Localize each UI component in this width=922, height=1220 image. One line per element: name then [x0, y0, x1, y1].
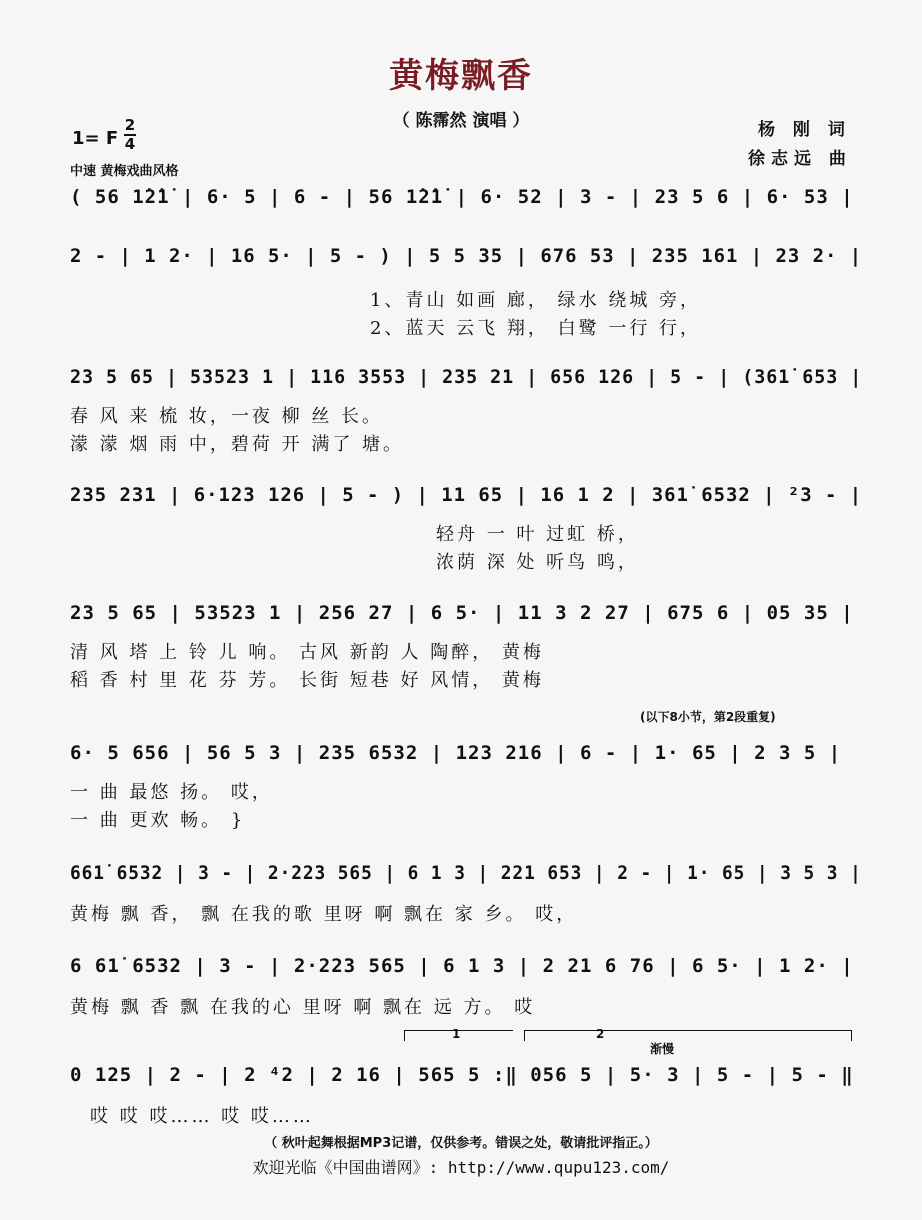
gradual-slow-marking: 渐慢 [650, 1042, 675, 1056]
system-2-lyrics-verse2: 2、蓝天 云飞 翔， 白鹭 一行 行， [370, 318, 702, 339]
repeat-note: (以下8小节，第2段重复) [640, 710, 776, 724]
system-2-notes: 2 - | 1 2· | 16 5· | 5 - ) | 5 5 35 | 676 53 | 235 161 | 23 2· | [70, 245, 863, 267]
volta-2-label: 2 [596, 1027, 605, 1041]
volta-1-label: 1 [452, 1027, 461, 1041]
system-5-notes: 23 5 65 | 53523 1 | 256 27 | 6 5· | 11 3 2 27 | 675 6 | 05 35 | [70, 602, 854, 624]
system-4-notes: 235 231 | 6·123 126 | 5 - ) | 11 65 | 16 1 2 | 361̇ 6532 | ²3 - | [70, 484, 863, 506]
system-9-lyrics: 哎 哎 哎…… 哎 哎…… [90, 1106, 314, 1127]
system-8-notes: 6 61̇ 6532 | 3 - | 2·223 565 | 6 1 3 | 2 21 6 76 | 6 5· | 1 2· | [70, 955, 854, 977]
song-title: 黄梅飘香 [389, 56, 533, 96]
volta-2-bracket [524, 1030, 852, 1041]
system-5-lyrics-verse1: 清 风 塔 上 铃 儿 响。 古风 新韵 人 陶醉， 黄梅 [70, 642, 544, 663]
system-3-notes: 23 5 65 | 53523 1 | 116 3553 | 235 21 | 656 126 | 5 - | (361̇ 653 | [70, 366, 863, 388]
time-signature [124, 118, 136, 152]
system-3-lyrics-verse2: 濛 濛 烟 雨 中，碧荷 开 满了 塘。 [70, 434, 405, 455]
system-5-lyrics-verse2: 稻 香 村 里 花 芬 芳。 长街 短巷 好 风情， 黄梅 [70, 670, 544, 691]
system-3-lyrics-verse1: 春 风 来 梳 妆，一夜 柳 丝 长。 [70, 406, 384, 427]
system-1-notes: ( 56 1̇2̇1̇ | 6· 5 | 6 - | 56 1̇2̇1̇ | 6· 52 | 3 - | 23 5 6 | 6· 53 | [70, 186, 854, 208]
system-7-notes: 661̇ 6532 | 3 - | 2·223 565 | 6 1 3 | 221 653 | 2 - | 1· 65 | 3 5 3 | [70, 862, 862, 884]
composer: 徐志远 曲 [748, 149, 852, 169]
system-8-lyrics: 黄梅 飘 香 飘 在我的心 里呀 啊 飘在 远 方。 哎 [70, 997, 536, 1018]
system-6-lyrics-verse1: 一 曲 最悠 扬。 哎， [70, 782, 273, 803]
tempo-marking: 中速 黄梅戏曲风格 [70, 164, 179, 179]
key-signature: 1= F [72, 128, 119, 149]
footer-note: （ 秋叶起舞根据MP3记谱，仅供参考。错误之处，敬请批评指正。） [264, 1136, 658, 1151]
system-4-lyrics-verse1: 轻舟 一 叶 过虹 桥， [436, 524, 639, 545]
performer-line: （ 陈霈然 演唱 ） [392, 111, 530, 131]
system-7-lyrics: 黄梅 飘 香， 飘 在我的歌 里呀 啊 飘在 家 乡。 哎， [70, 904, 578, 925]
system-9-notes: 0 125 | 2 - | 2 ⁴2 | 2 16 | 565 5 :‖ 056 5 | 5· 3 | 5 - | 5 - ‖ [70, 1064, 854, 1086]
system-6-notes: 6· 5 656 | 56 5 3 | 235 6532 | 123 216 | 6 - | 1· 65 | 2 3 5 | [70, 742, 842, 764]
website-welcome: 欢迎光临《中国曲谱网》: http://www.qupu123.com/ [252, 1158, 670, 1177]
time-sig-bottom: 4 [124, 135, 136, 153]
system-6-lyrics-verse2: 一 曲 更欢 畅。 } [70, 810, 246, 831]
lyricist: 杨 刚 词 [758, 120, 851, 140]
system-4-lyrics-verse2: 浓荫 深 处 听鸟 鸣， [436, 552, 639, 573]
system-2-lyrics-verse1: 1、青山 如画 廊， 绿水 绕城 旁， [370, 290, 702, 311]
time-sig-top: 2 [124, 116, 136, 134]
